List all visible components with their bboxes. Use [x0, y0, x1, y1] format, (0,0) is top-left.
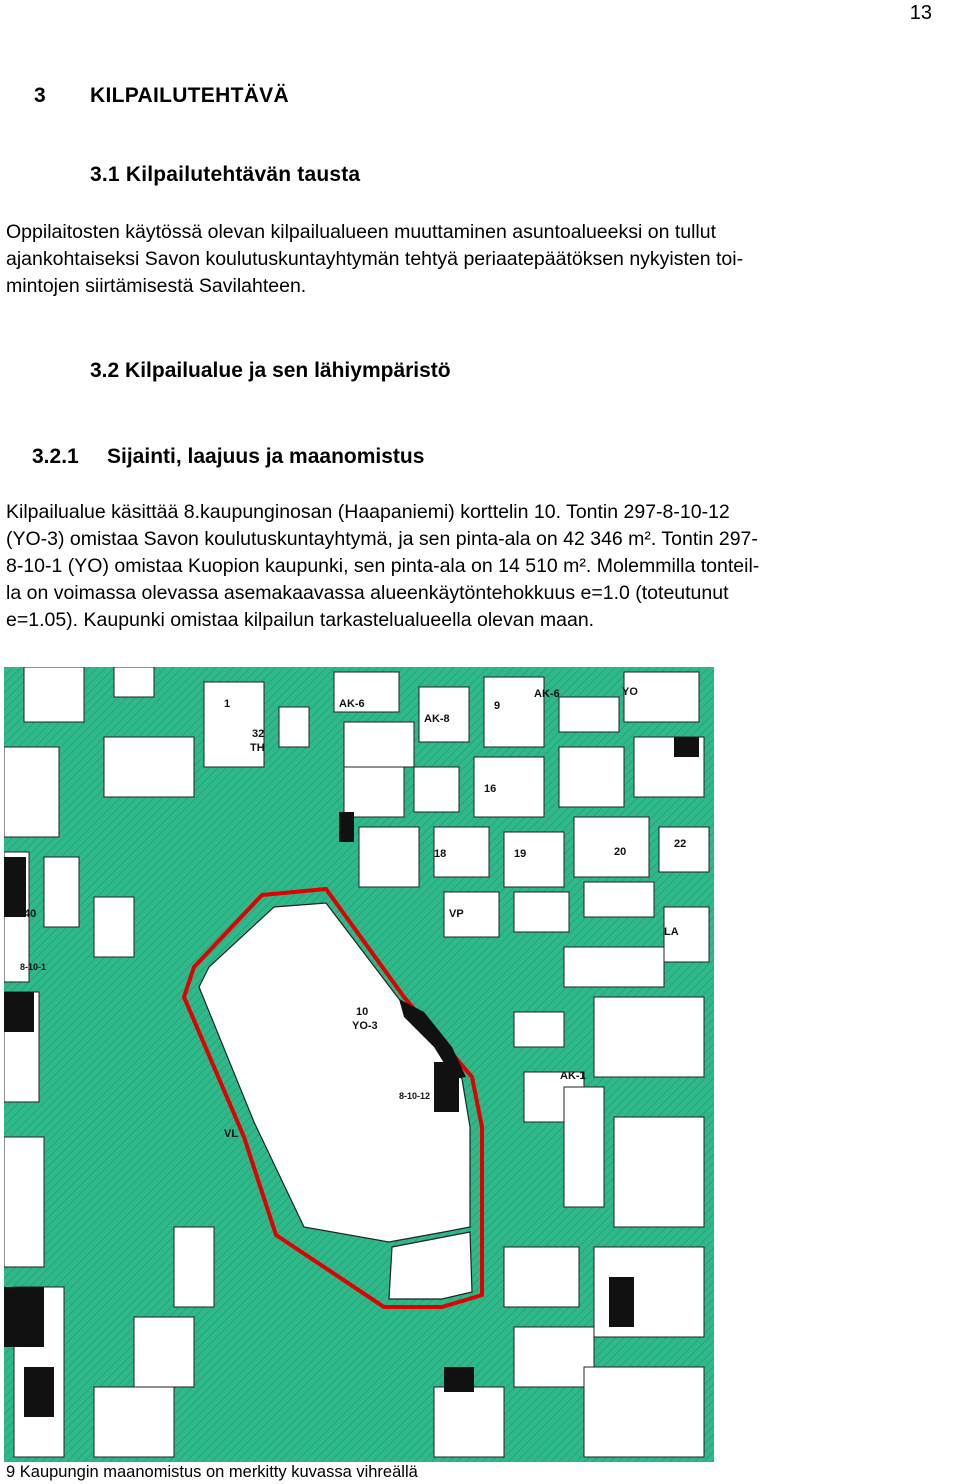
subsubsection-heading — [32, 445, 424, 469]
block-number-label: 10 — [356, 1006, 369, 1018]
ak-label-3: AK-6 — [534, 688, 560, 700]
plot-id-2-label: 8-10-1 — [20, 962, 47, 972]
num-label: 9 — [494, 700, 501, 712]
th-label: TH — [250, 742, 265, 754]
section-title: KILPAILUTEHTÄVÄ — [90, 84, 289, 107]
land-ownership-map — [4, 667, 714, 1462]
section-number: 3 — [34, 84, 46, 107]
vp-label: VP — [449, 908, 464, 920]
text-line: la on voimassa olevassa asemakaavassa alueenkäytöntehokkuus e=1.0 (toteutunut — [6, 582, 729, 604]
ak-label-1: AK-6 — [339, 698, 365, 710]
num-label: 16 — [484, 783, 497, 795]
subsection-heading-3-1: 3.1 Kilpailutehtävän tausta — [90, 163, 361, 186]
block-32-label: 32 — [252, 728, 265, 740]
text-line: ajankohtaiseksi Savon koulutuskuntayhtymän tehtyä periaatepäätöksen nykyisten toi- — [6, 248, 744, 270]
text-line: mintojen siirtämisestä Savilahteen. — [6, 275, 307, 297]
text-line: e=1.05). Kaupunki omistaa kilpailun tarkastelualueella olevan maan. — [6, 609, 595, 631]
text-line: Kilpailualue käsittää 8.kaupunginosan (Haapaniemi) korttelin 10. Tontin 297-8-10-12 — [6, 501, 730, 523]
vl-label: VL — [224, 1128, 239, 1140]
figure-caption: 9 Kaupungin maanomistus on merkitty kuvassa vihreällä — [6, 1463, 418, 1481]
la-label: LA — [664, 926, 679, 938]
text-line: 8-10-1 (YO) omistaa Kuopion kaupunki, sen pinta-ala on 14 510 m². Molemmilla tonteil- — [6, 555, 760, 577]
plot-code-label: YO-3 — [352, 1020, 378, 1032]
text-line: Oppilaitosten käytössä olevan kilpailualueen muuttaminen asuntoalueeksi on tullut — [6, 221, 717, 243]
background-paragraph — [6, 219, 956, 300]
subsubsection-title: Sijainti, laajuus ja maanomistus — [107, 445, 425, 468]
location-paragraph — [6, 499, 956, 634]
num-label: 22 — [674, 838, 687, 850]
subsection-heading-3-2: 3.2 Kilpailualue ja sen lähiympäristö — [90, 359, 451, 382]
num-label: 42 — [9, 1018, 22, 1030]
page-number: 13 — [909, 2, 932, 24]
num-label: 40 — [24, 908, 37, 920]
num-label: 20 — [614, 846, 627, 858]
num-label: 19 — [514, 848, 527, 860]
num-label: 18 — [434, 848, 447, 860]
text-line: (YO-3) omistaa Savon koulutuskuntayhtymä, ja sen pinta-ala on 42 346 m². Tontin 297- — [6, 528, 758, 550]
yo-label: YO — [622, 686, 638, 698]
plot-id-label: 8-10-12 — [399, 1091, 431, 1101]
ak-label-4: AK-1 — [560, 1070, 586, 1082]
subsubsection-number: 3.2.1 — [32, 445, 79, 468]
building-block — [434, 1062, 459, 1112]
num-label: 1 — [224, 698, 231, 710]
section-heading — [34, 84, 289, 108]
ak-label-2: AK-8 — [424, 713, 450, 725]
